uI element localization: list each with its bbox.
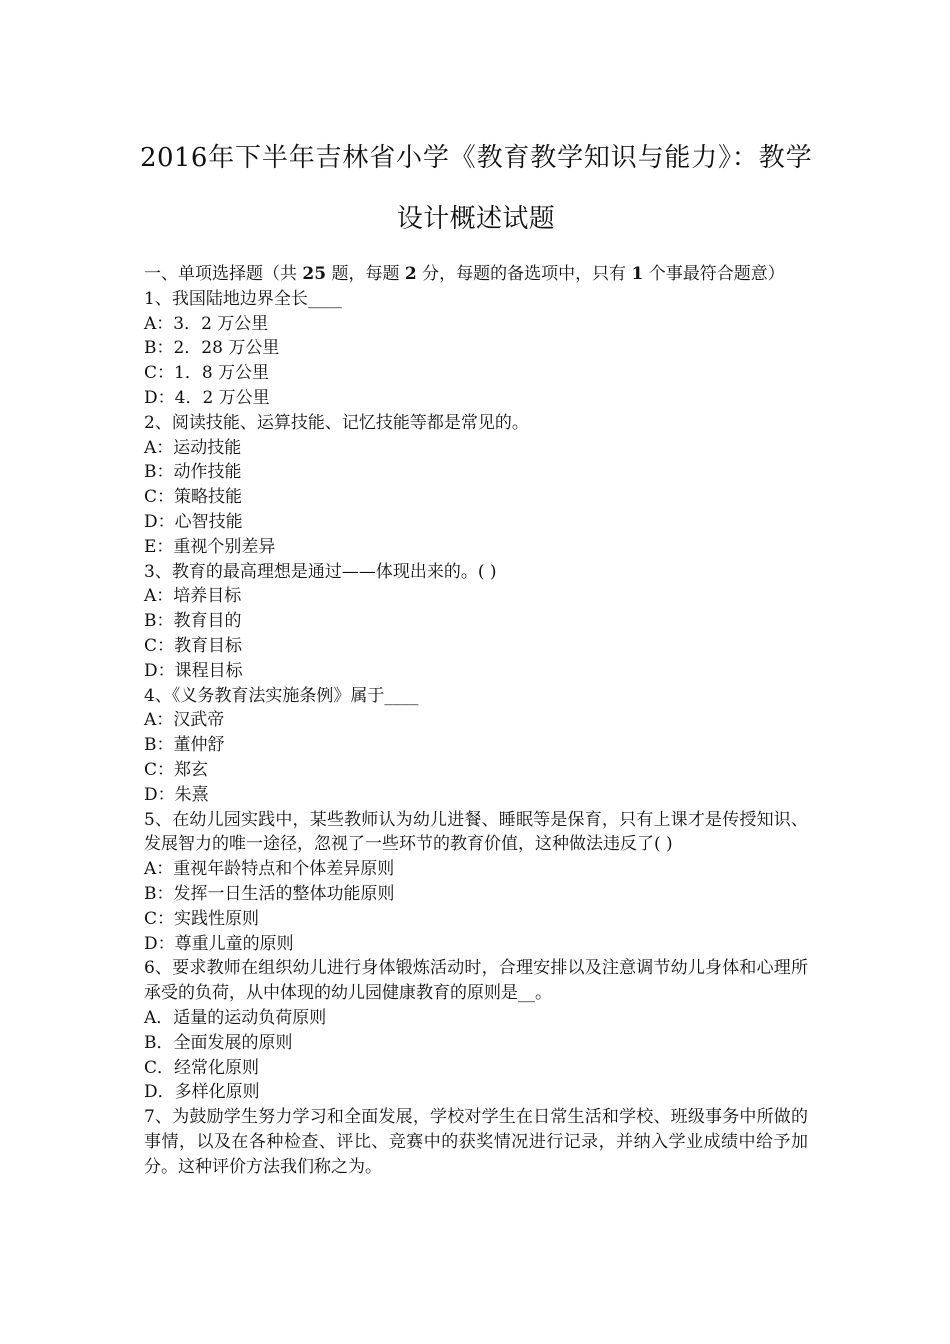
section-heading bbox=[144, 262, 808, 287]
option-a: A．适量的运动负荷原则 bbox=[144, 1007, 327, 1028]
question-5 bbox=[144, 808, 808, 957]
option-a: A：重视年龄特点和个体差异原则 bbox=[144, 859, 395, 880]
document-body bbox=[144, 262, 808, 1179]
question-4 bbox=[144, 684, 808, 808]
option-b: B：教育目的 bbox=[144, 611, 242, 632]
option-b: B．全面发展的原则 bbox=[144, 1032, 293, 1053]
question-stem: 4、《义务教育法实施条例》属于____ bbox=[144, 685, 419, 706]
question-1 bbox=[144, 287, 808, 411]
option-e: E：重视个别差异 bbox=[144, 536, 276, 557]
option-a: A：汉武帝 bbox=[144, 710, 225, 731]
option-b: B：发挥一日生活的整体功能原则 bbox=[144, 883, 395, 904]
question-stem: 6、要求教师在组织幼儿进行身体锻炼活动时，合理安排以及注意调节幼儿身体和心理所承受的负荷，从中体现的幼儿园健康教育的原则是__。 bbox=[144, 958, 808, 1004]
question-stem: 1、我国陆地边界全长____ bbox=[144, 288, 342, 309]
question-3 bbox=[144, 560, 808, 684]
section-heading-prefix: 一、单项选择题（共 bbox=[144, 264, 303, 284]
section-heading-mid1: 题，每题 bbox=[326, 264, 405, 284]
option-c: C：教育目标 bbox=[144, 635, 243, 656]
option-c: C：1．8 万公里 bbox=[144, 363, 270, 384]
option-d: D．多样化原则 bbox=[144, 1082, 260, 1103]
question-stem: 3、教育的最高理想是通过——体现出来的。( ) bbox=[144, 561, 497, 582]
section-heading-suffix: 个事最符合题意） bbox=[643, 264, 785, 284]
question-points: 2 bbox=[404, 264, 417, 284]
option-b: B：动作技能 bbox=[144, 462, 242, 483]
option-c: C：策略技能 bbox=[144, 487, 243, 508]
option-d: D：尊重儿童的原则 bbox=[144, 933, 294, 954]
question-stem: 2、阅读技能、运算技能、记忆技能等都是常见的。 bbox=[144, 412, 529, 433]
option-c: C．经常化原则 bbox=[144, 1057, 260, 1078]
question-7 bbox=[144, 1105, 808, 1179]
option-a: A：3．2 万公里 bbox=[144, 313, 269, 334]
option-a: A：培养目标 bbox=[144, 586, 242, 607]
question-6 bbox=[144, 956, 808, 1105]
option-c: C：实践性原则 bbox=[144, 908, 260, 929]
question-stem: 7、为鼓励学生努力学习和全面发展，学校对学生在日常生活和学校、班级事务中所做的事情，以及在各种检查、评比、竞赛中的获奖情况进行记录，并纳入学业成绩中给予加分。这种评价方法我们称之为。 bbox=[144, 1107, 808, 1177]
section-heading-mid2: 分，每题的备选项中，只有 bbox=[416, 264, 632, 284]
option-d: D：4．2 万公里 bbox=[144, 387, 270, 408]
option-d: D：心智技能 bbox=[144, 511, 243, 532]
option-b: B：2．28 万公里 bbox=[144, 338, 280, 359]
question-count: 25 bbox=[302, 264, 327, 284]
question-2 bbox=[144, 411, 808, 560]
option-d: D：朱熹 bbox=[144, 784, 209, 805]
answer-count: 1 bbox=[631, 264, 644, 284]
document-title: 2016年下半年吉林省小学《教育教学知识与能力》：教学设计概述试题 bbox=[140, 143, 812, 234]
question-stem: 5、在幼儿园实践中，某些教师认为幼儿进餐、睡眠等是保育，只有上课才是传授知识、发展智力的唯一途径，忽视了一些环节的教育价值，这种做法违反了( ) bbox=[144, 809, 808, 855]
option-c: C：郑玄 bbox=[144, 759, 209, 780]
option-d: D：课程目标 bbox=[144, 660, 243, 681]
option-a: A：运动技能 bbox=[144, 437, 242, 458]
option-b: B：董仲舒 bbox=[144, 735, 225, 756]
